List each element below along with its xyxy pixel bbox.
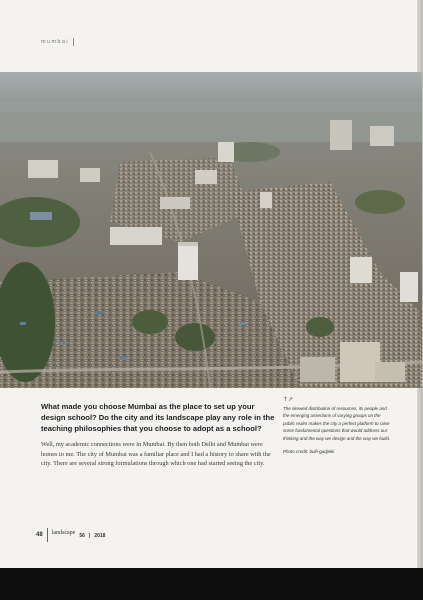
caption-arrows-icon: ↑↗ xyxy=(283,396,294,403)
aerial-photo xyxy=(0,72,422,388)
running-head-label: mumbai xyxy=(41,39,69,45)
scan-bottom-band xyxy=(0,568,423,600)
aerial-photo-graphic xyxy=(0,72,422,388)
issue-number: 56 xyxy=(79,533,85,539)
issue-separator: | xyxy=(88,533,91,539)
footer-divider xyxy=(47,528,48,542)
page-footer xyxy=(36,528,105,542)
interview-question: What made you choose Mumbai as the place to set up your design school? Do the city and its landscape play any role in the teaching philosophies that you choose to adopt as a school? xyxy=(41,402,275,433)
running-head-divider xyxy=(73,38,74,46)
interview-answer: Well, my academic connections were in Mumbai. By then both Delhi and Mumbai were homes to me. The city of Mumbai was a familiar place and I had a history to share with the city. There are several strong formulations through which one had started seeing the city. xyxy=(41,441,271,468)
photo-credit: Photo credit: bull+gadjeiki xyxy=(283,449,335,454)
magazine-name: landscape xyxy=(51,530,76,536)
running-head xyxy=(41,38,74,46)
photo-caption: The skewed distribution of resources, its people and the emerging assertions of varying groups on the public realm makes the city a perfect platform to raise some fundamental questions that would address our thinking and the way we design and the way we build. xyxy=(283,406,391,441)
page-number: 48 xyxy=(36,532,43,538)
issue-year: 2018 xyxy=(94,533,106,539)
